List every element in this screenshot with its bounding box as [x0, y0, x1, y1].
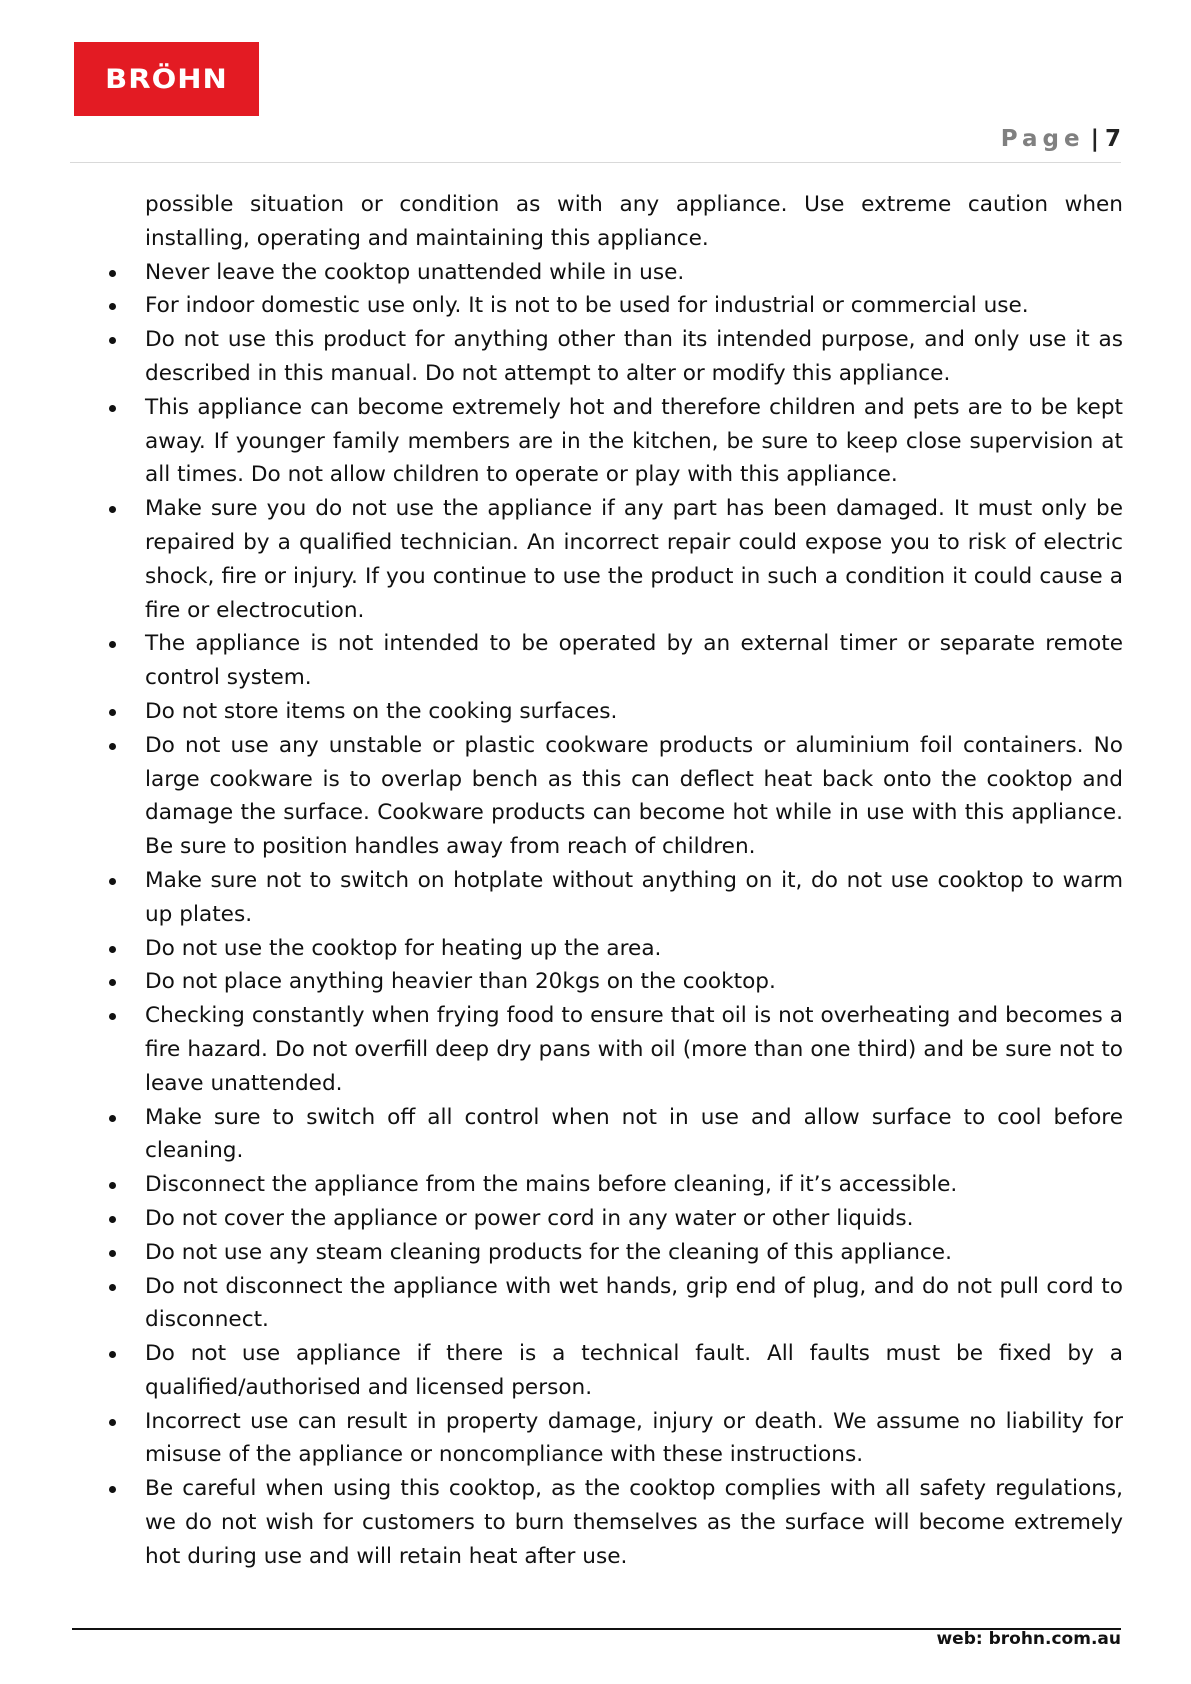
bullet-dot-icon: [109, 1486, 116, 1493]
page-separator: |: [1090, 126, 1099, 152]
safety-bullet-text: Do not cover the appliance or power cord in any water or other liquids.: [145, 1205, 914, 1231]
safety-bullet-item: [92, 729, 1123, 864]
bullet-dot-icon: [109, 337, 116, 344]
brand-logo-text: BRÖHN: [105, 63, 228, 95]
safety-bullet-text: Disconnect the appliance from the mains before cleaning, if it’s accessible.: [145, 1172, 958, 1198]
safety-instructions: [92, 188, 1123, 1574]
safety-bullet-item: [92, 932, 1123, 966]
safety-bullet-item: [92, 1472, 1123, 1573]
header-divider: [70, 162, 1121, 163]
safety-bullet-item: [92, 256, 1123, 290]
page-number: 7: [1104, 126, 1121, 152]
bullet-dot-icon: [109, 979, 116, 986]
safety-bullet-text: Incorrect use can result in property damage, injury or death. We assume no liability for misuse of the appliance or noncompliance with these instructions.: [145, 1408, 1123, 1468]
bullet-dot-icon: [109, 878, 116, 885]
bullet-dot-icon: [109, 1013, 116, 1020]
bullet-dot-icon: [109, 641, 116, 648]
safety-bullet-text: Do not use the cooktop for heating up the area.: [145, 935, 662, 961]
safety-bullet-text: Do not use appliance if there is a technical fault. All faults must be fixed by a qualified/authorised and licensed person.: [145, 1341, 1123, 1400]
bullet-dot-icon: [109, 1182, 116, 1189]
safety-bullet-item: [92, 864, 1123, 932]
page-label: Page: [1000, 126, 1085, 152]
safety-bullet-item: [92, 1202, 1123, 1236]
safety-bullet-item: [92, 1405, 1123, 1473]
safety-bullet-text: Never leave the cooktop unattended while in use.: [145, 259, 685, 285]
safety-bullet-text: Do not use any unstable or plastic cookware products or aluminium foil containers. No large cookware is to overlap bench as this can deflect heat back onto the cooktop and damage the surface. Cookware products can become hot while in use with this appliance. Be sure to position handles away from reach of children.: [145, 732, 1123, 860]
safety-bullet-text: For indoor domestic use only. It is not to be used for industrial or commercial use.: [145, 293, 1029, 319]
safety-bullet-text: The appliance is not intended to be operated by an external timer or separate remote control system.: [145, 631, 1123, 691]
safety-bullet-item: [92, 999, 1123, 1100]
safety-bullet-text: Checking constantly when frying food to ensure that oil is not overheating and becomes a fire hazard. Do not overfill deep dry pans with oil (more than one third) and be sure not to leave unattended.: [145, 1003, 1123, 1096]
safety-bullet-text: Make sure not to switch on hotplate without anything on it, do not use cooktop to warm up plates.: [145, 867, 1123, 927]
safety-bullet-item: [92, 1236, 1123, 1270]
page-number-header: [1001, 126, 1121, 152]
bullet-dot-icon: [109, 1250, 116, 1257]
safety-bullet-text: Do not store items on the cooking surfaces.: [145, 698, 618, 724]
bullet-dot-icon: [109, 1216, 116, 1223]
bullet-dot-icon: [109, 709, 116, 716]
safety-bullet-item: [92, 695, 1123, 729]
continuation-paragraph: possible situation or condition as with any appliance. Use extreme caution when installing, operating and maintaining this appliance.: [145, 192, 1123, 251]
bullet-dot-icon: [109, 405, 116, 412]
safety-bullet-item: [92, 492, 1123, 627]
safety-bullet-item: [92, 1101, 1123, 1169]
bullet-dot-icon: [109, 1115, 116, 1122]
safety-bullet-item: [92, 1168, 1123, 1202]
safety-bullet-text: Do not disconnect the appliance with wet hands, grip end of plug, and do not pull cord to disconnect.: [145, 1273, 1123, 1333]
footer-website: web: brohn.com.au: [936, 1629, 1121, 1649]
safety-bullet-list: [92, 256, 1123, 1574]
safety-bullet-text: Do not use any steam cleaning products for the cleaning of this appliance.: [145, 1239, 952, 1265]
safety-bullet-item: [92, 965, 1123, 999]
safety-bullet-item: [92, 391, 1123, 492]
safety-bullet-text: Do not place anything heavier than 20kgs on the cooktop.: [145, 969, 776, 995]
bullet-dot-icon: [109, 946, 116, 953]
bullet-dot-icon: [109, 506, 116, 513]
bullet-dot-icon: [109, 743, 116, 750]
safety-bullet-text: Make sure to switch off all control when not in use and allow surface to cool before cleaning.: [145, 1104, 1123, 1164]
safety-bullet-text: Do not use this product for anything other than its intended purpose, and only use it as described in this manual. Do not attempt to alter or modify this appliance.: [145, 327, 1123, 386]
safety-bullet-item: [92, 323, 1123, 391]
safety-bullet-item: [92, 1270, 1123, 1338]
safety-bullet-text: Make sure you do not use the appliance if any part has been damaged. It must only be repaired by a qualified technician. An incorrect repair could expose you to risk of electric shock, fire or injury. If you continue to use the product in such a condition it could cause a fire or electrocution.: [145, 496, 1123, 623]
bullet-dot-icon: [109, 303, 116, 310]
bullet-dot-icon: [109, 1284, 116, 1291]
brand-logo: [74, 42, 259, 116]
safety-bullet-text: Be careful when using this cooktop, as the cooktop complies with all safety regulations, we do not wish for customers to burn themselves as the surface will become extremely hot during use and will retain heat after use.: [145, 1476, 1123, 1569]
safety-bullet-text: This appliance can become extremely hot and therefore children and pets are to be kept away. If younger family members are in the kitchen, be sure to keep close supervision at all times. Do not allow children to operate or play with this appliance.: [145, 394, 1123, 488]
safety-bullet-item: [92, 1337, 1123, 1405]
bullet-dot-icon: [109, 270, 116, 277]
safety-bullet-item: [92, 627, 1123, 695]
bullet-dot-icon: [109, 1351, 116, 1358]
bullet-dot-icon: [109, 1419, 116, 1426]
safety-bullet-item: [92, 289, 1123, 323]
